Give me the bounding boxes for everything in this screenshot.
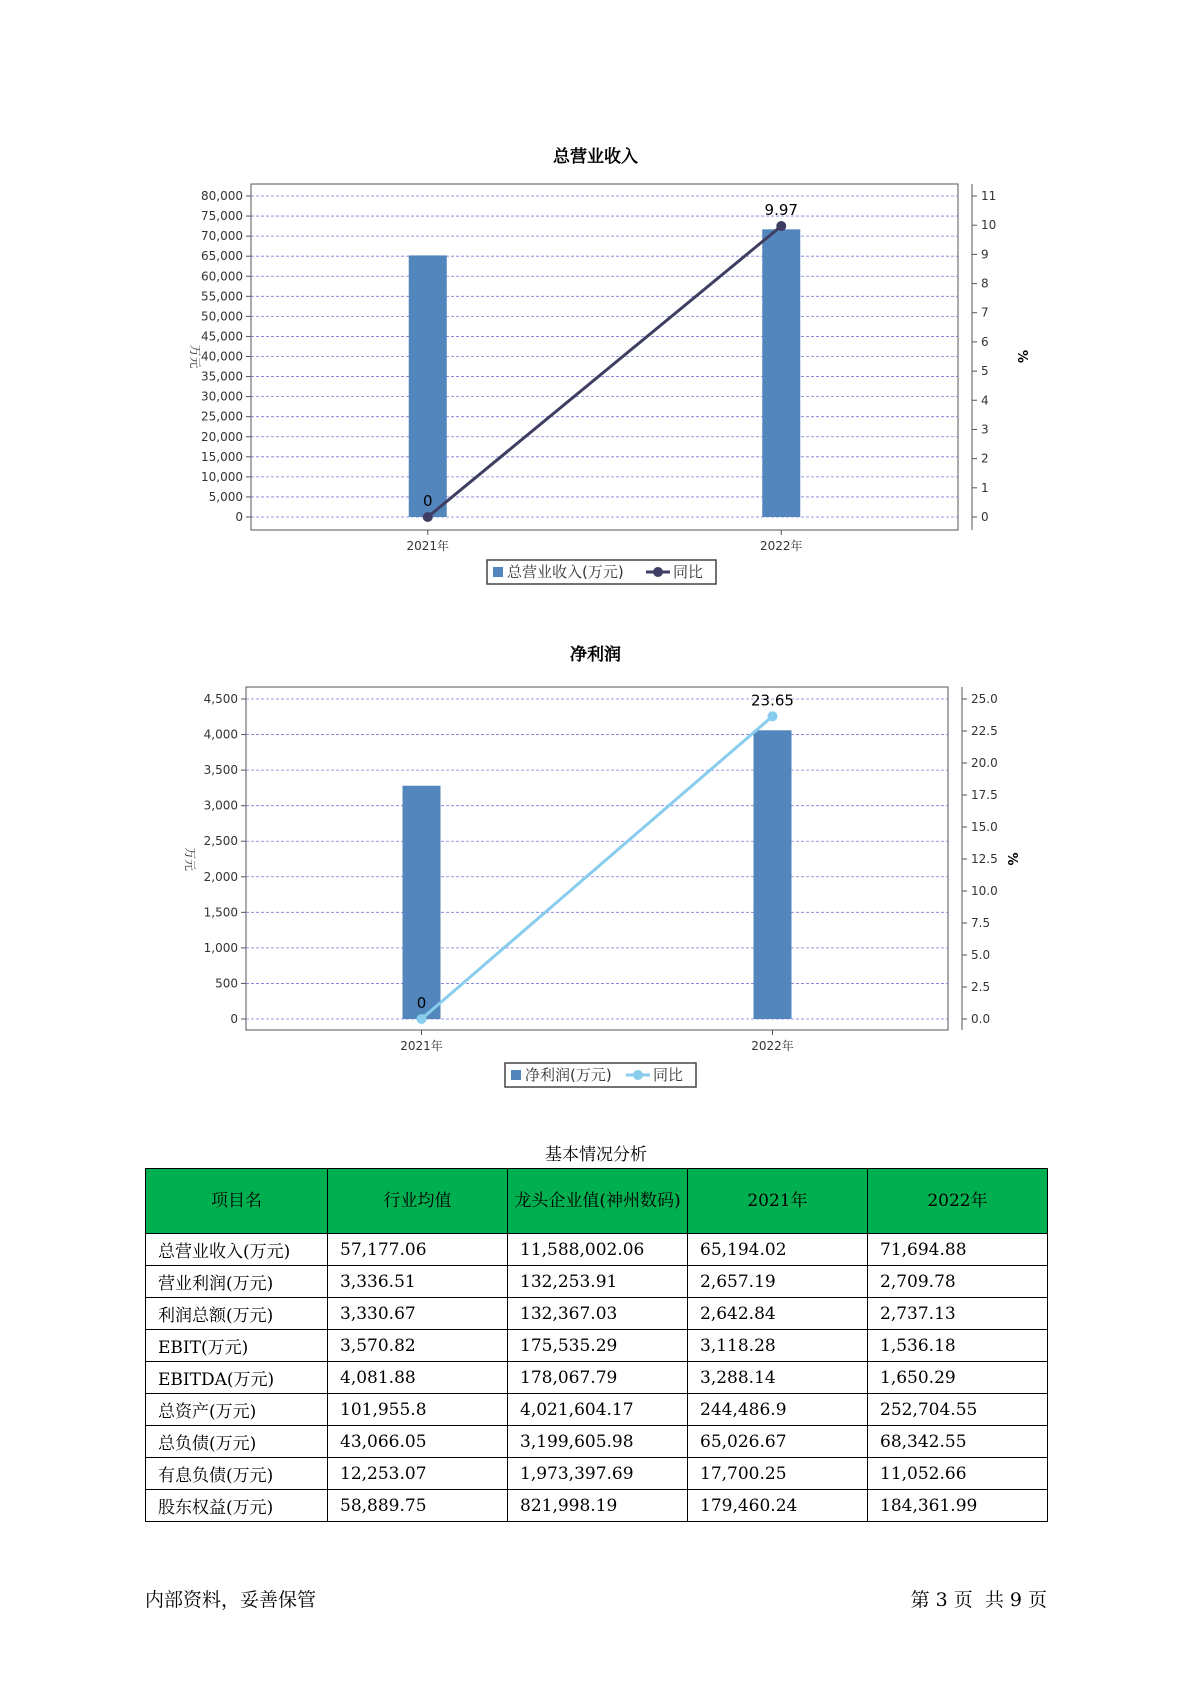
table-cell: 252,704.55 (868, 1394, 1048, 1426)
y2-tick-label: 7.5 (971, 916, 991, 930)
y2-tick-label: 22.5 (971, 724, 998, 738)
legend-bar-swatch (511, 1070, 521, 1080)
table-cell: 2,657.19 (688, 1266, 868, 1298)
table-header-cell: 2021年 (688, 1169, 868, 1234)
table-cell: 821,998.19 (508, 1490, 688, 1522)
y2-tick-label: 0.0 (971, 1012, 991, 1026)
y2-tick-label: 0 (981, 510, 989, 524)
table-row (146, 1490, 1048, 1522)
y2-tick-label: 4 (981, 393, 989, 408)
chart-title-revenue: 总营业收入 (553, 147, 638, 167)
y2-tick-label: 3 (981, 422, 989, 437)
table-row (146, 1394, 1048, 1426)
table-cell: 132,253.91 (508, 1266, 688, 1298)
table-row (146, 1330, 1048, 1362)
y2-tick-label: 5 (981, 364, 989, 379)
table-row-label: EBITDA(万元) (146, 1362, 328, 1394)
table-cell: 3,330.67 (328, 1298, 508, 1330)
table-header-cell: 项目名 (146, 1169, 328, 1234)
y-tick-label: 0 (230, 1012, 238, 1026)
y-tick-label: 45,000 (201, 329, 243, 344)
y-tick-label: 2,500 (203, 834, 238, 849)
table-row-label: 营业利润(万元) (146, 1266, 328, 1298)
table-row-label: 总负债(万元) (146, 1426, 328, 1458)
table-cell: 1,973,397.69 (508, 1458, 688, 1490)
table-row-label: 有息负债(万元) (146, 1458, 328, 1490)
table-cell: 65,026.67 (688, 1426, 868, 1458)
table-row-label: 总资产(万元) (146, 1394, 328, 1426)
legend-line-label: 同比 (673, 563, 704, 581)
x-tick-label: 2022年 (751, 1039, 794, 1053)
y2-axis-label: % (1004, 852, 1019, 866)
table-cell: 11,588,002.06 (508, 1234, 688, 1266)
yoy-data-label: 0 (416, 994, 427, 1012)
bar (754, 730, 792, 1019)
table-cell: 2,642.84 (688, 1298, 868, 1330)
table-cell: 17,700.25 (688, 1458, 868, 1490)
table-header-row (146, 1169, 1048, 1234)
table-caption: 基本情况分析 (545, 1145, 647, 1165)
yoy-data-label: 0 (422, 492, 433, 510)
table-header-cell: 龙头企业值(神州数码) (508, 1169, 688, 1234)
y2-tick-label: 10 (981, 218, 997, 233)
y-tick-label: 3,500 (203, 763, 238, 778)
y-tick-label: 4,000 (203, 727, 238, 742)
y2-tick-label: 20.0 (971, 756, 998, 770)
table-cell: 3,288.14 (688, 1362, 868, 1394)
table-cell: 2,737.13 (868, 1298, 1048, 1330)
table-cell: 3,570.82 (328, 1330, 508, 1362)
x-tick-label: 2021年 (406, 539, 450, 553)
table-cell: 175,535.29 (508, 1330, 688, 1362)
y-tick-label: 40,000 (201, 349, 243, 364)
table-row-label: 股东权益(万元) (146, 1490, 328, 1522)
y2-tick-label: 17.5 (971, 788, 998, 802)
table-row (146, 1298, 1048, 1330)
footer-confidential-note: 内部资料，妥善保管 (145, 1589, 317, 1611)
y-tick-label: 4,500 (203, 692, 238, 706)
table-row (146, 1362, 1048, 1394)
table-cell: 57,177.06 (328, 1234, 508, 1266)
legend-line-label: 同比 (653, 1066, 684, 1084)
yoy-data-label: 23.65 (751, 691, 794, 710)
y2-tick-label: 9 (981, 247, 989, 262)
y-tick-label: 10,000 (201, 469, 243, 484)
table-cell: 3,118.28 (688, 1330, 868, 1362)
table-cell: 4,081.88 (328, 1362, 508, 1394)
y-tick-label: 70,000 (201, 229, 243, 244)
table-cell: 4,021,604.17 (508, 1394, 688, 1426)
plot-frame (246, 687, 948, 1030)
y-tick-label: 60,000 (201, 269, 243, 284)
chart-title-profit: 净利润 (570, 645, 621, 665)
y-tick-label: 30,000 (201, 389, 243, 404)
table-cell: 1,650.29 (868, 1362, 1048, 1394)
table-cell: 132,367.03 (508, 1298, 688, 1330)
y-tick-label: 15,000 (201, 449, 243, 464)
y2-tick-label: 5.0 (971, 948, 991, 962)
y-tick-label: 3,000 (203, 798, 238, 813)
table-cell: 178,067.79 (508, 1362, 688, 1394)
y2-tick-label: 2 (981, 451, 989, 466)
x-tick-label: 2022年 (759, 539, 803, 553)
table-row-label: EBIT(万元) (146, 1330, 328, 1362)
y-tick-label: 1,000 (203, 940, 238, 955)
y-tick-label: 75,000 (201, 209, 243, 224)
y-tick-label: 65,000 (201, 249, 243, 264)
table-cell: 43,066.05 (328, 1426, 508, 1458)
table-header-cell: 行业均值 (328, 1169, 508, 1234)
table-cell: 12,253.07 (328, 1458, 508, 1490)
bar (403, 786, 441, 1019)
table-row (146, 1234, 1048, 1266)
y2-tick-label: 15.0 (971, 820, 998, 834)
y-tick-label: 500 (215, 976, 238, 991)
y-tick-label: 2,000 (203, 869, 238, 884)
y2-tick-label: 11 (981, 189, 997, 203)
table-cell: 68,342.55 (868, 1426, 1048, 1458)
y-tick-label: 5,000 (208, 489, 243, 504)
table-cell: 1,536.18 (868, 1330, 1048, 1362)
y-tick-label: 25,000 (201, 409, 243, 424)
y2-tick-label: 7 (981, 305, 989, 320)
y-tick-label: 1,500 (203, 905, 238, 920)
y2-tick-label: 6 (981, 334, 989, 349)
y-tick-label: 20,000 (201, 429, 243, 444)
legend-bar-label: 总营业收入(万元) (507, 563, 624, 581)
table-row-label: 利润总额(万元) (146, 1298, 328, 1330)
table-cell: 11,052.66 (868, 1458, 1048, 1490)
y-tick-label: 80,000 (201, 189, 243, 203)
yoy-data-label: 9.97 (764, 201, 798, 220)
x-tick-label: 2021年 (400, 1039, 443, 1053)
table-cell: 244,486.9 (688, 1394, 868, 1426)
y-tick-label: 0 (235, 510, 243, 524)
table-cell: 71,694.88 (868, 1234, 1048, 1266)
basic-analysis-table (145, 1168, 1048, 1522)
table-cell: 3,199,605.98 (508, 1426, 688, 1458)
y2-axis-label: % (1014, 349, 1029, 364)
table-row-label: 总营业收入(万元) (146, 1234, 328, 1266)
table-cell: 65,194.02 (688, 1234, 868, 1266)
yoy-point (768, 711, 778, 721)
footer-page-number: 第 3 页 共 9 页 (910, 1589, 1047, 1611)
y-axis-label: 万元 (183, 846, 197, 872)
table-cell: 179,460.24 (688, 1490, 868, 1522)
y-tick-label: 50,000 (201, 309, 243, 324)
table-row (146, 1426, 1048, 1458)
legend-line-marker (633, 1070, 643, 1080)
y-tick-label: 55,000 (201, 289, 243, 304)
table-cell: 3,336.51 (328, 1266, 508, 1298)
table-cell: 58,889.75 (328, 1490, 508, 1522)
y2-tick-label: 2.5 (971, 980, 991, 994)
table-cell: 101,955.8 (328, 1394, 508, 1426)
yoy-point (417, 1014, 427, 1024)
y-tick-label: 35,000 (201, 369, 243, 384)
table-header-cell: 2022年 (868, 1169, 1048, 1234)
y2-tick-label: 12.5 (971, 852, 998, 866)
y2-tick-label: 10.0 (971, 884, 998, 898)
legend-bar-label: 净利润(万元) (525, 1066, 612, 1084)
yoy-line (422, 716, 773, 1019)
y2-tick-label: 1 (981, 480, 989, 495)
table-row (146, 1266, 1048, 1298)
y2-tick-label: 8 (981, 276, 989, 291)
table-cell: 184,361.99 (868, 1490, 1048, 1522)
y2-tick-label: 25.0 (971, 692, 998, 706)
table-row (146, 1458, 1048, 1490)
table-cell: 2,709.78 (868, 1266, 1048, 1298)
y-axis-label: 万元 (188, 344, 202, 369)
